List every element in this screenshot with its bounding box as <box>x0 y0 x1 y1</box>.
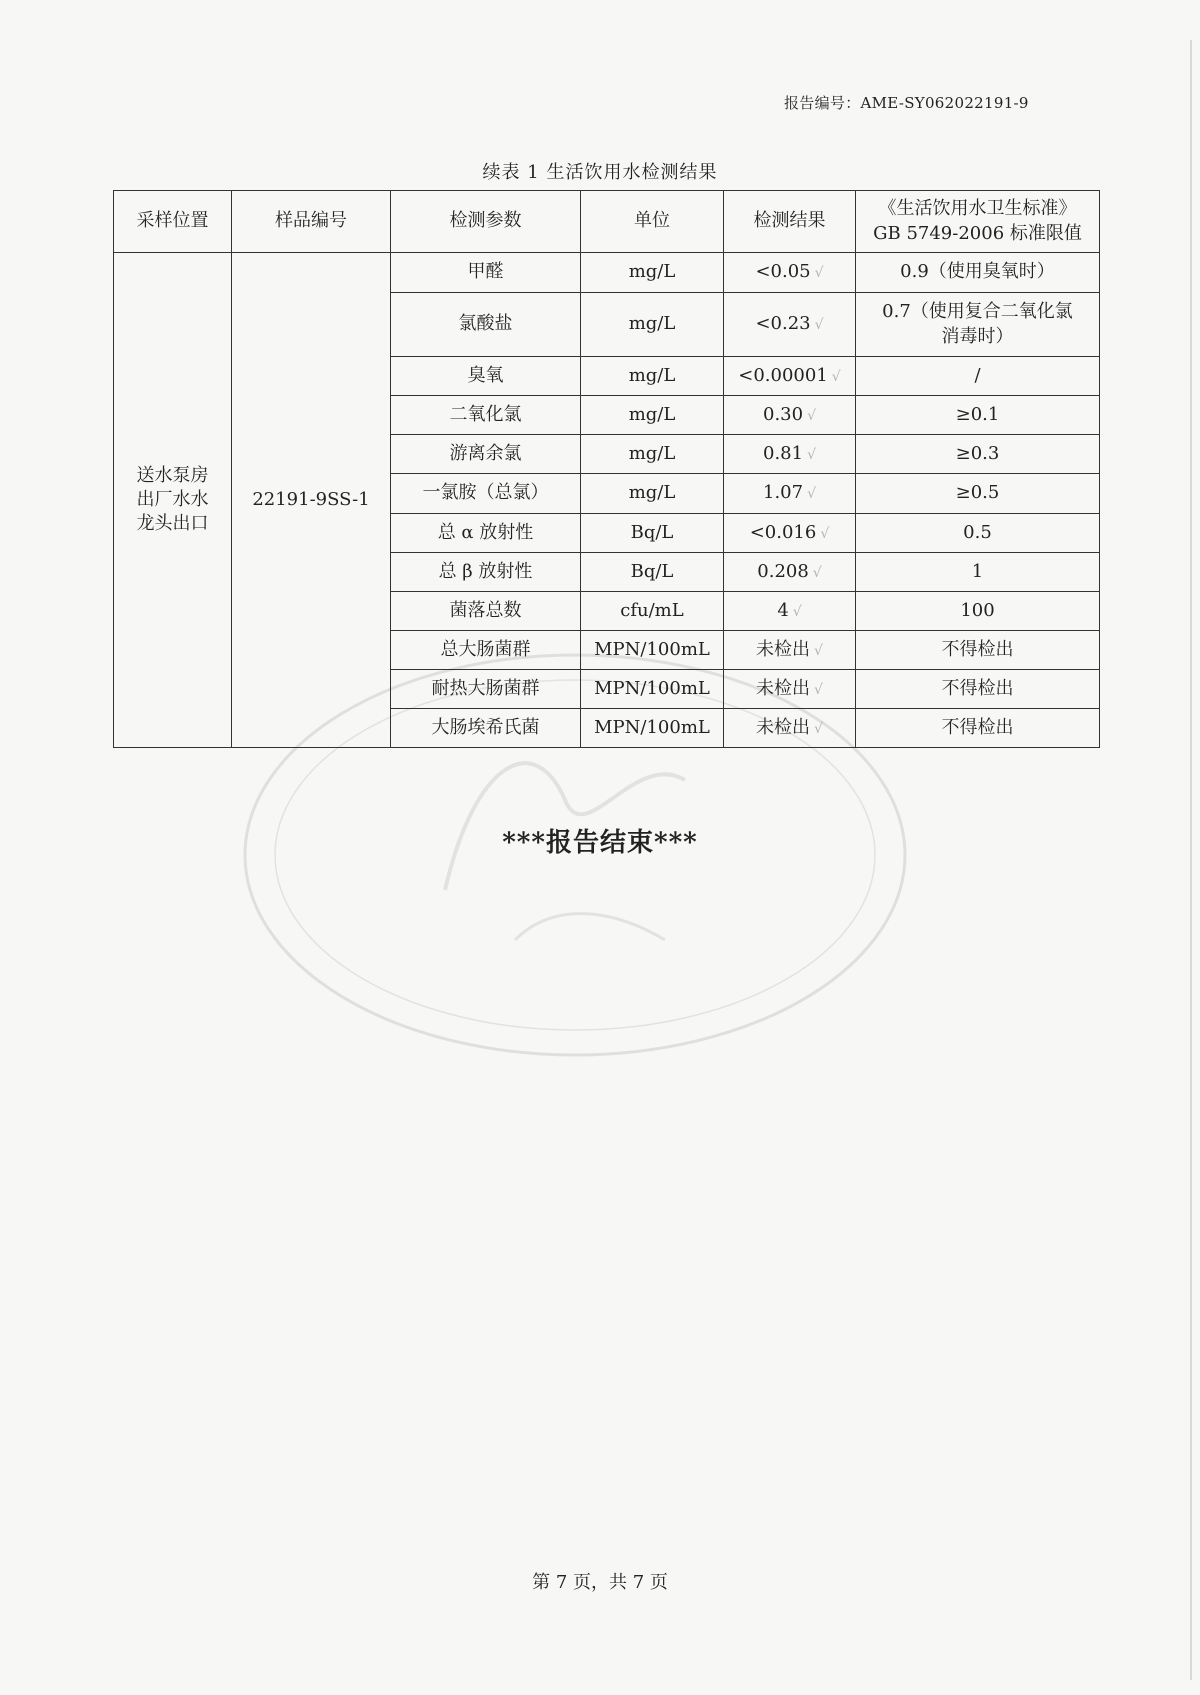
col-header-standard-limit <box>856 191 1100 253</box>
limit-value: / <box>974 364 981 386</box>
check-mark-icon: √ <box>831 368 841 385</box>
unit-cell: mg/L <box>581 253 724 293</box>
col-header-parameter: 检测参数 <box>391 191 581 253</box>
table-body <box>114 253 1100 748</box>
unit-cell: Bq/L <box>581 514 724 553</box>
unit-cell: Bq/L <box>581 553 724 592</box>
parameter-cell: 一氯胺（总氯） <box>391 474 581 514</box>
limit-cell <box>856 631 1100 670</box>
limit-value: ≥0.3 <box>955 442 1000 464</box>
limit-cell <box>856 357 1100 396</box>
sampling-location-cell <box>114 253 232 748</box>
result-cell <box>724 293 856 357</box>
table-header-row <box>114 191 1100 253</box>
limit-value: 0.7（使用复合二氧化氯 <box>882 301 1073 323</box>
limit-value: 不得检出 <box>941 716 1014 738</box>
unit-cell: mg/L <box>581 474 724 514</box>
result-cell <box>724 514 856 553</box>
result-value: 0.81 <box>763 442 804 464</box>
limit-cell <box>856 709 1100 748</box>
col-header-location: 采样位置 <box>114 191 232 253</box>
parameter-cell: 总大肠菌群 <box>391 631 581 670</box>
scan-edge-line <box>1190 40 1192 1680</box>
parameter-cell: 氯酸盐 <box>391 293 581 357</box>
limit-value-continued: 消毒时） <box>941 325 1014 347</box>
standard-code: GB 5749-2006 标准限值 <box>873 222 1082 244</box>
limit-value: 不得检出 <box>941 638 1014 660</box>
result-cell <box>724 670 856 709</box>
report-end-mark: ***报告结束*** <box>502 828 698 858</box>
unit-cell: mg/L <box>581 435 724 474</box>
parameter-cell: 臭氧 <box>391 357 581 396</box>
limit-value: ≥0.1 <box>955 403 1000 425</box>
result-value: 未检出 <box>756 716 811 738</box>
unit-cell: mg/L <box>581 357 724 396</box>
check-mark-icon: √ <box>820 525 830 542</box>
check-mark-icon: √ <box>807 486 816 503</box>
sampling-location-line: 出厂水水 <box>136 488 209 510</box>
check-mark-icon: √ <box>814 265 824 282</box>
parameter-cell: 二氧化氯 <box>391 396 581 435</box>
limit-cell <box>856 293 1100 357</box>
result-cell <box>724 631 856 670</box>
page-footer: 第 7 页，共 7 页 <box>532 1572 668 1593</box>
unit-cell: cfu/mL <box>581 592 724 631</box>
parameter-cell: 游离余氯 <box>391 435 581 474</box>
table-caption: 续表 1 生活饮用水检测结果 <box>482 162 718 183</box>
sampling-location-line: 送水泵房 <box>136 464 209 486</box>
parameter-cell: 甲醛 <box>391 253 581 293</box>
limit-cell <box>856 474 1100 514</box>
result-value: 未检出 <box>756 638 811 660</box>
check-mark-icon: √ <box>807 446 816 463</box>
sample-id-cell: 22191-9SS-1 <box>232 253 391 748</box>
parameter-cell: 总 α 放射性 <box>391 514 581 553</box>
result-value: <0.23 <box>755 313 811 335</box>
unit-cell: mg/L <box>581 396 724 435</box>
result-value: 0.30 <box>763 403 804 425</box>
limit-value: 不得检出 <box>941 677 1014 699</box>
check-mark-icon: √ <box>807 407 816 424</box>
result-value: <0.05 <box>755 261 811 283</box>
result-cell <box>724 357 856 396</box>
parameter-cell: 耐热大肠菌群 <box>391 670 581 709</box>
limit-cell <box>856 592 1100 631</box>
unit-cell: MPN/100mL <box>581 631 724 670</box>
check-mark-icon: √ <box>812 564 822 581</box>
limit-value: ≥0.5 <box>955 482 1000 504</box>
parameter-cell: 大肠埃希氏菌 <box>391 709 581 748</box>
check-mark-icon: √ <box>814 681 823 698</box>
result-cell <box>724 253 856 293</box>
result-value: 0.208 <box>757 560 809 582</box>
result-cell <box>724 474 856 514</box>
limit-cell <box>856 253 1100 293</box>
result-cell <box>724 553 856 592</box>
unit-cell: mg/L <box>581 293 724 357</box>
unit-cell: MPN/100mL <box>581 709 724 748</box>
result-value: 未检出 <box>756 677 811 699</box>
col-header-sample-id: 样品编号 <box>232 191 391 253</box>
parameter-cell: 总 β 放射性 <box>391 553 581 592</box>
check-mark-icon: √ <box>814 317 824 334</box>
parameter-cell: 菌落总数 <box>391 592 581 631</box>
result-value: 4 <box>777 599 789 621</box>
report-number: 报告编号：AME-SY062022191-9 <box>784 94 1029 112</box>
limit-value: 0.9（使用臭氧时） <box>900 261 1055 283</box>
limit-value: 1 <box>971 560 984 582</box>
table-row <box>114 253 1100 293</box>
limit-value: 0.5 <box>963 521 992 543</box>
result-value: <0.00001 <box>738 364 828 386</box>
result-value: 1.07 <box>763 482 804 504</box>
unit-cell: MPN/100mL <box>581 670 724 709</box>
check-mark-icon: √ <box>814 720 823 737</box>
limit-cell <box>856 553 1100 592</box>
check-mark-icon: √ <box>814 642 823 659</box>
result-cell <box>724 435 856 474</box>
limit-value: 100 <box>960 599 995 621</box>
result-cell <box>724 592 856 631</box>
col-header-result: 检测结果 <box>724 191 856 253</box>
result-cell <box>724 709 856 748</box>
limit-cell <box>856 396 1100 435</box>
limit-cell <box>856 670 1100 709</box>
limit-cell <box>856 514 1100 553</box>
sampling-location-line: 龙头出口 <box>136 513 209 535</box>
limit-cell <box>856 435 1100 474</box>
standard-title: 《生活饮用水卫生标准》 <box>878 198 1077 220</box>
result-value: <0.016 <box>749 521 817 543</box>
result-cell <box>724 396 856 435</box>
col-header-unit: 单位 <box>581 191 724 253</box>
check-mark-icon: √ <box>792 603 802 620</box>
results-table <box>113 190 1100 748</box>
